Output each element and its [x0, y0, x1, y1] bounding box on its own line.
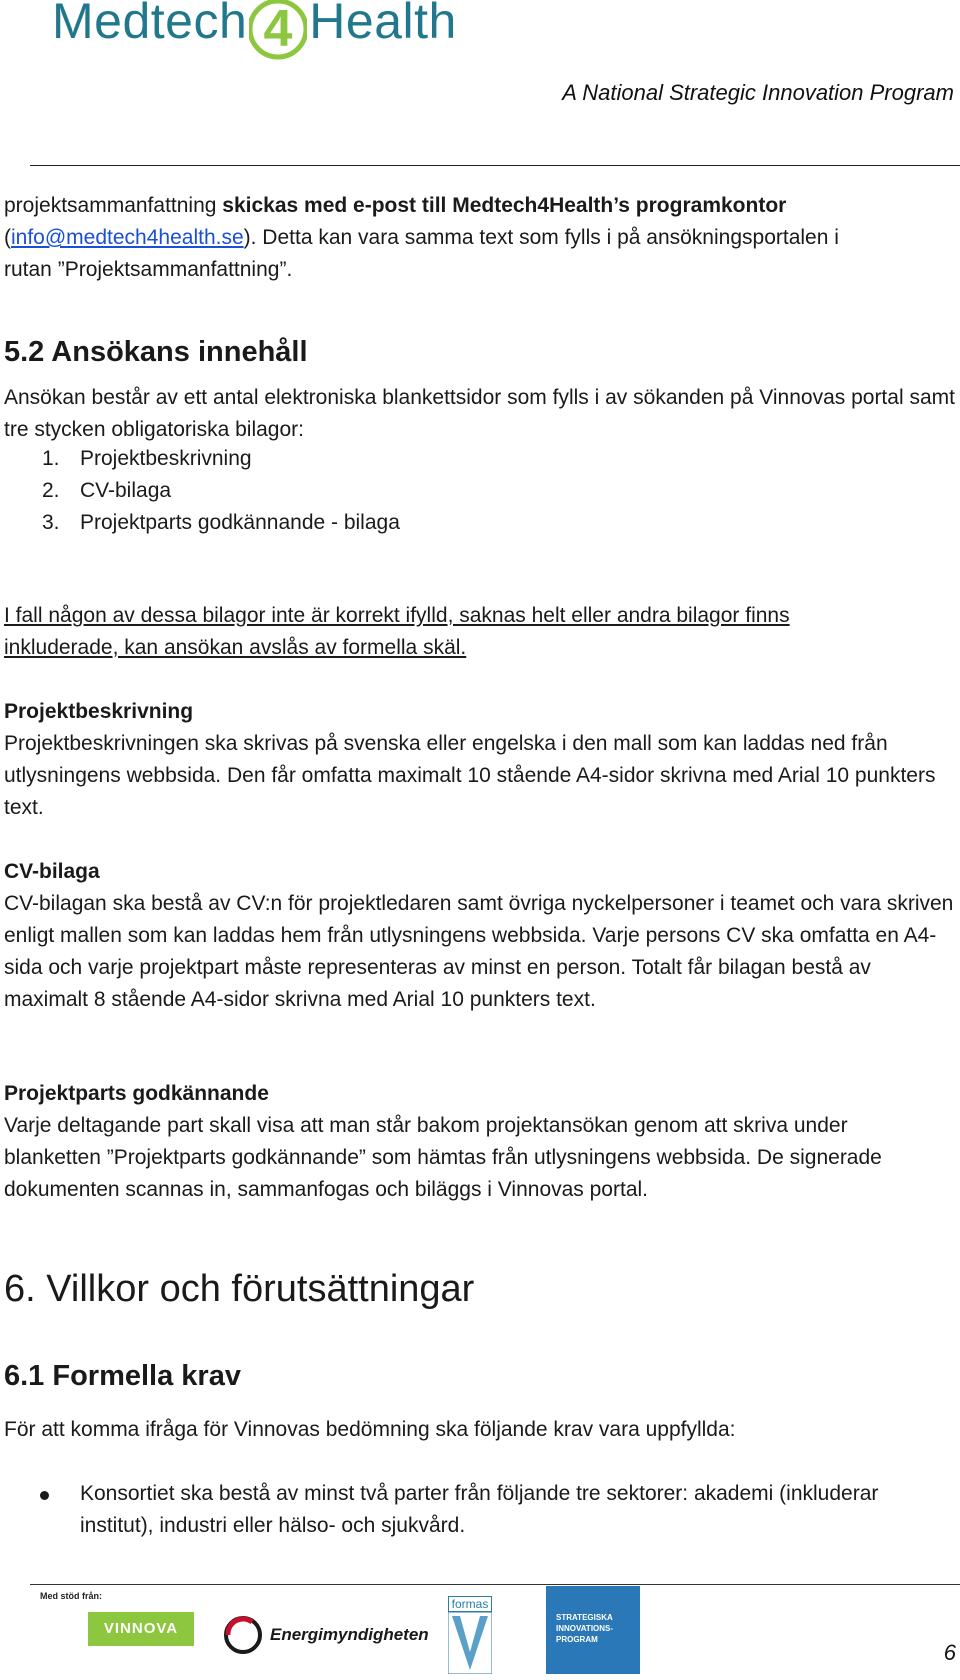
strat-line-2: INNOVATIONS- [556, 1624, 614, 1633]
list-number: 3. [42, 511, 60, 534]
footer-divider [30, 1584, 960, 1585]
energimyndigheten-text: Energimyndigheten [270, 1625, 429, 1644]
logo-text-right: Health [309, 0, 457, 49]
list-item [42, 475, 400, 507]
list-item-text: Projektparts godkännande - bilaga [80, 511, 400, 534]
intro-text-3: rutan ”Projektsammanfattning”. [4, 258, 293, 281]
projektbeskrivning-body: Projektbeskrivningen ska skrivas på svenska eller engelska i den mall som kan laddas ned från utlysningens webbsida. Den får omfatta maximalt 10 stående A4-sidor skrivna med Arial 10 punkters text. [4, 732, 936, 819]
logo-4-digit: 4 [263, 0, 293, 58]
warning-paragraph: I fall någon av dessa bilagor inte är korrekt ifylld, saknas helt eller andra bilagor finns inkluderade, kan ansökan avslås av formella skäl. [4, 604, 790, 659]
formas-logo [448, 1596, 492, 1676]
medtech4health-logo [52, 0, 457, 70]
intro-text-2: ). Detta kan vara samma text som fylls i på ansökningsportalen i [243, 226, 839, 249]
intro-text-1: projektsammanfattning [4, 194, 223, 217]
page-number: 6 [943, 1640, 956, 1665]
projektbeskrivning-title: Projektbeskrivning [4, 700, 194, 723]
strategiska-innovationsprogram-logo [546, 1586, 640, 1674]
footer-support-label: Med stöd från: [40, 1591, 102, 1601]
section-5-2-paragraph: Ansökan består av ett antal elektroniska blankettsidor som fylls i av sökanden på Vinnovas portal samt tre stycken obligatoriska bilagor: [4, 386, 955, 441]
formas-text: formas [448, 1596, 492, 1612]
vinnova-logo: VINNOVA [88, 1612, 194, 1646]
section-6-1-heading: 6.1 Formella krav [4, 1360, 241, 1392]
list-item [42, 507, 400, 539]
email-link[interactable]: info@medtech4health.se [11, 226, 244, 249]
list-number: 1. [42, 447, 60, 470]
projektparts-body: Varje deltagande part skall visa att man står bakom projektansökan genom att skriva under blanketten ”Projektparts godkännande” som hämtas från utlysningens webbsida. De signerade dokumenten scannas in, sammanfogas och biläggs i Vinnovas portal. [4, 1114, 882, 1201]
intro-paragraph [4, 190, 956, 286]
list-item-text: Projektbeskrivning [80, 447, 252, 470]
intro-bold-text: skickas med e-post till Medtech4Health’s programkontor [222, 194, 787, 217]
strat-line-1: STRATEGISKA [556, 1613, 613, 1622]
section-6-1-paragraph: För att komma ifråga för Vinnovas bedömning ska följande krav vara uppfyllda: [4, 1418, 736, 1441]
cv-bilaga-body: CV-bilagan ska bestå av CV:n för projektledaren samt övriga nyckelpersoner i teamet och vara skriven enligt mallen som kan laddas hem från utlysningens webbsida. Varje persons CV ska omfatta en A4-sida och varje projektpart måste representeras av minst en person. Totalt får bilagan bestå av maximalt 8 stående A4-sidor skrivna med Arial 10 punkters text. [4, 892, 954, 1011]
requirement-bullet [36, 1478, 936, 1542]
projektparts-title: Projektparts godkännande [4, 1082, 269, 1105]
list-item-text: CV-bilaga [80, 479, 172, 502]
intro-paren-open: ( [4, 226, 11, 249]
cv-bilaga-title: CV-bilaga [4, 860, 100, 883]
logo-4-emblem [249, 0, 307, 62]
energimyndigheten-emblem-icon [222, 1614, 264, 1656]
section-6-heading: 6. Villkor och förutsättningar [4, 1268, 475, 1310]
list-item [42, 443, 400, 475]
bullet-text: Konsortiet ska bestå av minst två parter från följande tre sektorer: akademi (inkluderar institut), industri eller hälso- och sjukvård. [80, 1482, 879, 1537]
header-divider [30, 165, 960, 166]
energimyndigheten-logo [222, 1610, 429, 1660]
list-number: 2. [42, 479, 60, 502]
section-5-2-heading: 5.2 Ansökans innehåll [4, 336, 308, 368]
logo-text-left: Medtech [52, 0, 248, 49]
bullet-dot-icon [40, 1491, 49, 1500]
program-tagline: A National Strategic Innovation Program [562, 80, 954, 105]
attachments-list [42, 443, 400, 539]
formas-emblem-icon [448, 1612, 492, 1674]
strat-line-3: PROGRAM [556, 1635, 598, 1644]
